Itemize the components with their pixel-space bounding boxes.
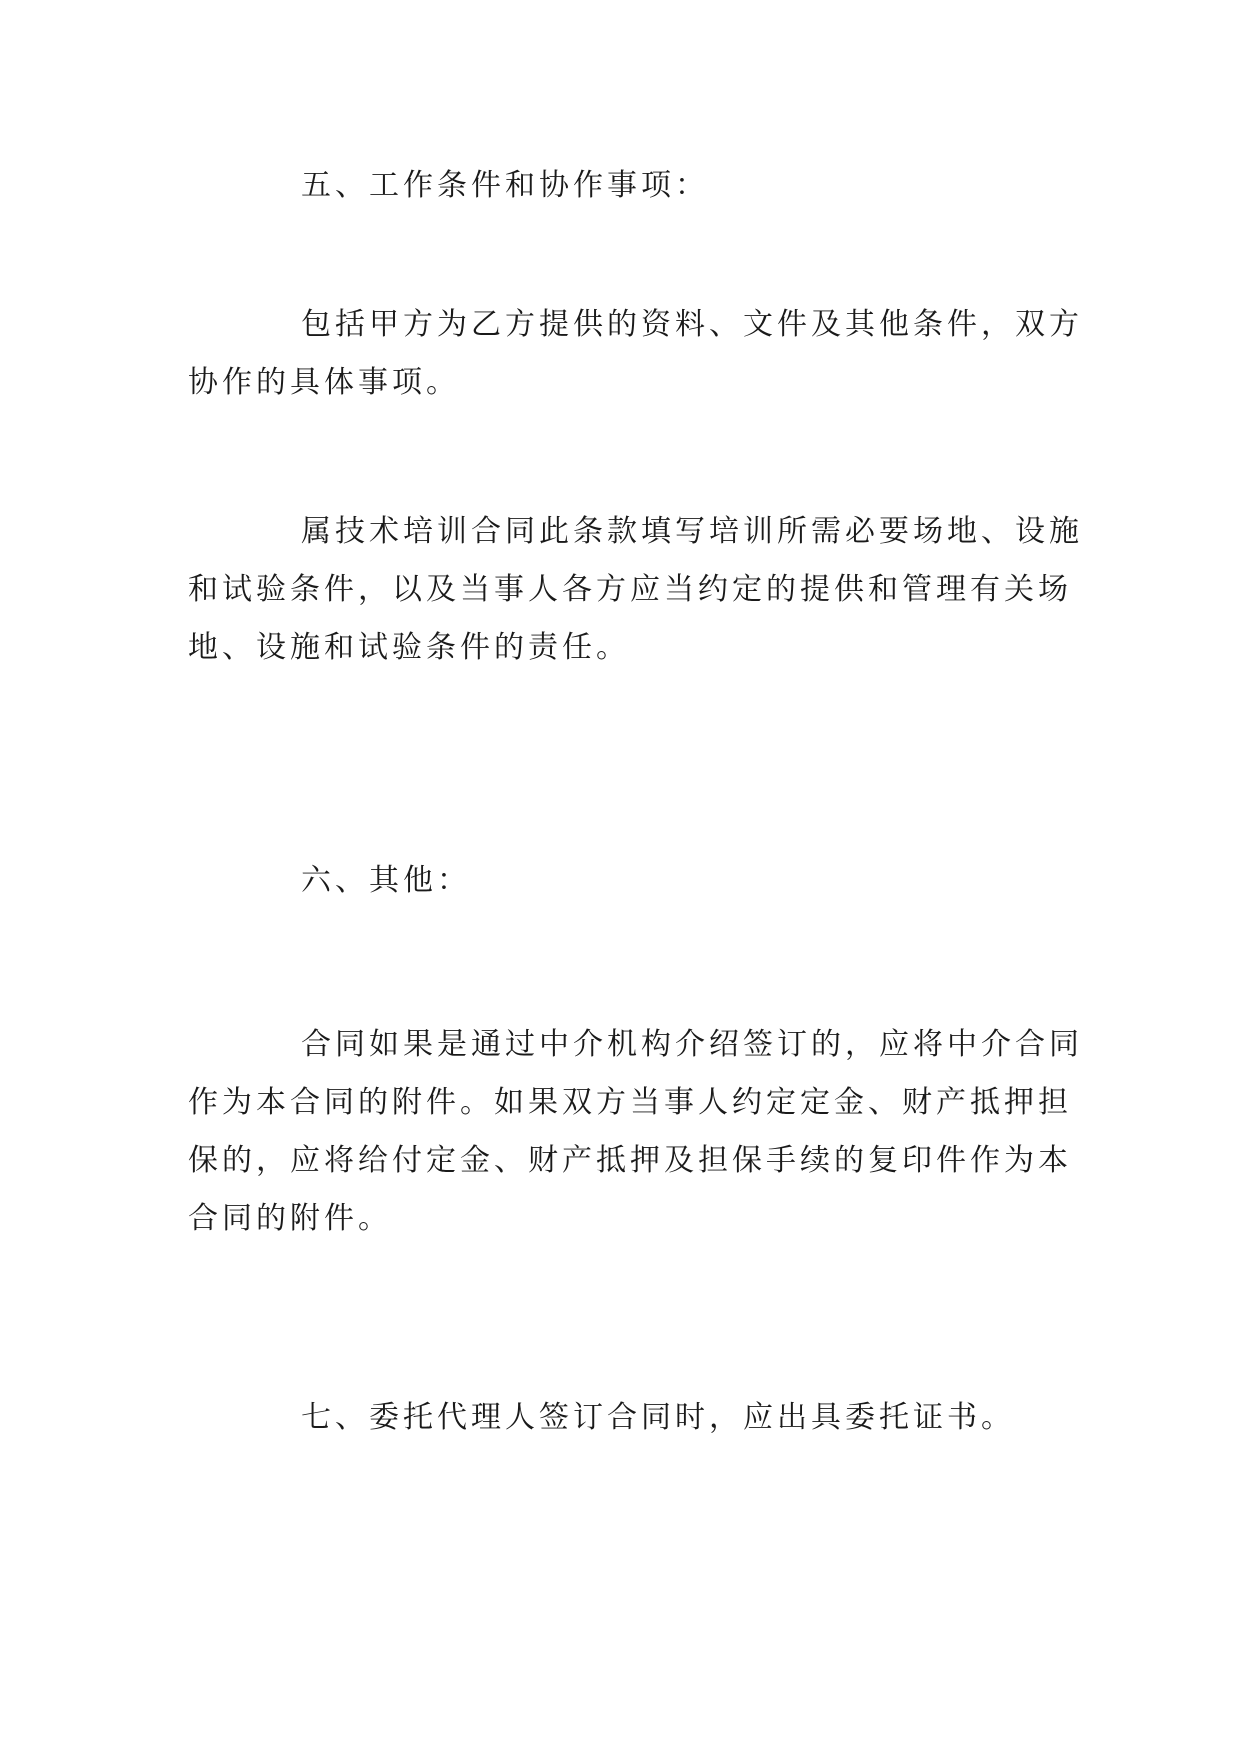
paragraph-line: 属技术培训合同此条款填写培训所需必要场地、设施 xyxy=(301,514,1083,549)
paragraph-line: 合同如果是通过中介机构介绍签订的，应将中介合同 xyxy=(301,1027,1083,1062)
paragraph-line: 合同的附件。 xyxy=(188,1201,392,1236)
paragraph-line: 协作的具体事项。 xyxy=(188,365,460,400)
section-7-heading: 七、委托代理人签订合同时，应出具委托证书。 xyxy=(301,1400,1015,1435)
paragraph-line: 包括甲方为乙方提供的资料、文件及其他条件，双方 xyxy=(301,307,1083,342)
section-6-heading: 六、其他： xyxy=(301,863,471,898)
section-5-heading: 五、工作条件和协作事项： xyxy=(301,168,709,203)
section-6-paragraph-1 xyxy=(188,1016,1083,1248)
paragraph-line: 作为本合同的附件。如果双方当事人约定定金、财产抵押担 xyxy=(188,1085,1072,1120)
paragraph-line: 保的，应将给付定金、财产抵押及担保手续的复印件作为本 xyxy=(188,1143,1072,1178)
section-5-paragraph-2 xyxy=(188,503,1083,677)
section-5-paragraph-1 xyxy=(188,296,1083,412)
paragraph-line: 地、设施和试验条件的责任。 xyxy=(188,630,630,665)
paragraph-line: 和试验条件，以及当事人各方应当约定的提供和管理有关场 xyxy=(188,572,1072,607)
